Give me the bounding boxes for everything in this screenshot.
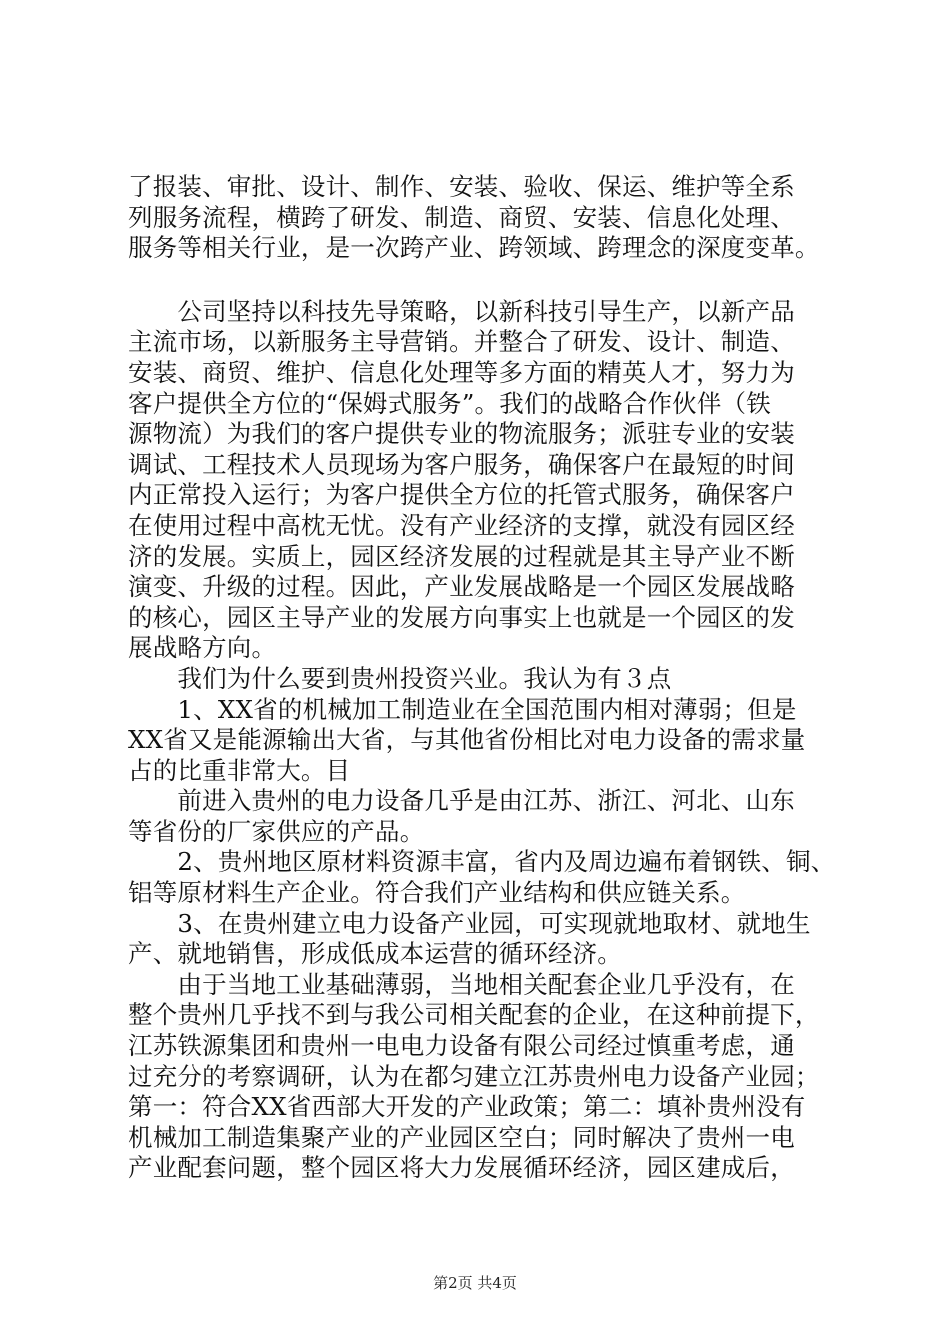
text-line: 江苏铁源集团和贵州一电电力设备有限公司经过慎重考虑，通 xyxy=(128,1031,795,1061)
text-line: 安装、商贸、维护、信息化处理等多方面的精英人才，努力为 xyxy=(128,357,795,387)
text-line: 客户提供全方位的“保姆式服务”。我们的战略合作伙伴（铁 xyxy=(128,388,771,418)
text-line: 机械加工制造集聚产业的产业园区空白；同时解决了贵州一电 xyxy=(128,1122,795,1152)
text-line: 的核心，园区主导产业的发展方向事实上也就是一个园区的发 xyxy=(128,602,795,632)
paragraph-intro xyxy=(128,172,848,264)
text-line: 调试、工程技术人员现场为客户服务，确保客户在最短的时间 xyxy=(128,449,795,479)
text-line: 占的比重非常大。目 xyxy=(128,755,351,785)
text-line: 过充分的考察调研，认为在都匀建立江苏贵州电力设备产业园； xyxy=(128,1061,820,1091)
text-line: 我们为什么要到贵州投资兴业。我认为有３点 xyxy=(128,663,672,693)
text-line: 内正常投入运行；为客户提供全方位的托管式服务，确保客户 xyxy=(128,480,795,510)
text-line: 整个贵州几乎找不到与我公司相关配套的企业，在这种前提下， xyxy=(128,1000,820,1030)
text-line: 在使用过程中高枕无忧。没有产业经济的支撑，就没有园区经 xyxy=(128,510,795,540)
document-body xyxy=(128,172,848,1184)
text-line: 服务等相关行业，是一次跨产业、跨领域、跨理念的深度变革。 xyxy=(128,233,820,263)
page-footer xyxy=(0,1273,950,1293)
text-line: 3、在贵州建立电力设备产业园，可实现就地取材、就地生 xyxy=(128,908,811,938)
text-line: 产、就地销售，形成低成本运营的循环经济。 xyxy=(128,939,622,969)
text-line: 由于当地工业基础薄弱，当地相关配套企业几乎没有，在 xyxy=(128,969,795,999)
text-line: 2、贵州地区原材料资源丰富，省内及周边遍布着钢铁、铜、 xyxy=(128,847,836,877)
text-line: 前进入贵州的电力设备几乎是由江苏、浙江、河北、山东 xyxy=(128,786,795,816)
text-line: 了报装、审批、设计、制作、安装、验收、保运、维护等全系 xyxy=(128,172,795,201)
paragraph-main xyxy=(128,297,848,1184)
text-line: 济的发展。实质上，园区经济发展的过程就是其主导产业不断 xyxy=(128,541,795,571)
text-line: 产业配套问题，整个园区将大力发展循环经济，园区建成后， xyxy=(128,1153,795,1183)
text-line: 展战略方向。 xyxy=(128,633,277,663)
text-line: 主流市场，以新服务主导营销。并整合了研发、设计、制造、 xyxy=(128,327,795,357)
text-line: 1、XX省的机械加工制造业在全国范围内相对薄弱；但是 xyxy=(128,694,797,724)
text-line: XX省又是能源输出大省，与其他省份相比对电力设备的需求量 xyxy=(128,725,806,755)
text-line: 源物流）为我们的客户提供专业的物流服务；派驻专业的安装 xyxy=(128,419,795,449)
text-line: 等省份的厂家供应的产品。 xyxy=(128,816,425,846)
paragraph-gap xyxy=(128,264,848,297)
text-line: 第一：符合XX省西部大开发的产业政策；第二：填补贵州没有 xyxy=(128,1092,806,1122)
text-line: 公司坚持以科技先导策略，以新科技引导生产，以新产品 xyxy=(128,296,795,326)
page-number: 第2页 共4页 xyxy=(433,1274,517,1292)
text-line: 铝等原材料生产企业。符合我们产业结构和供应链关系。 xyxy=(128,878,746,908)
text-line: 列服务流程，横跨了研发、制造、商贸、安装、信息化处理、 xyxy=(128,202,795,232)
text-line: 演变、升级的过程。因此，产业发展战略是一个园区发展战略 xyxy=(128,572,795,602)
